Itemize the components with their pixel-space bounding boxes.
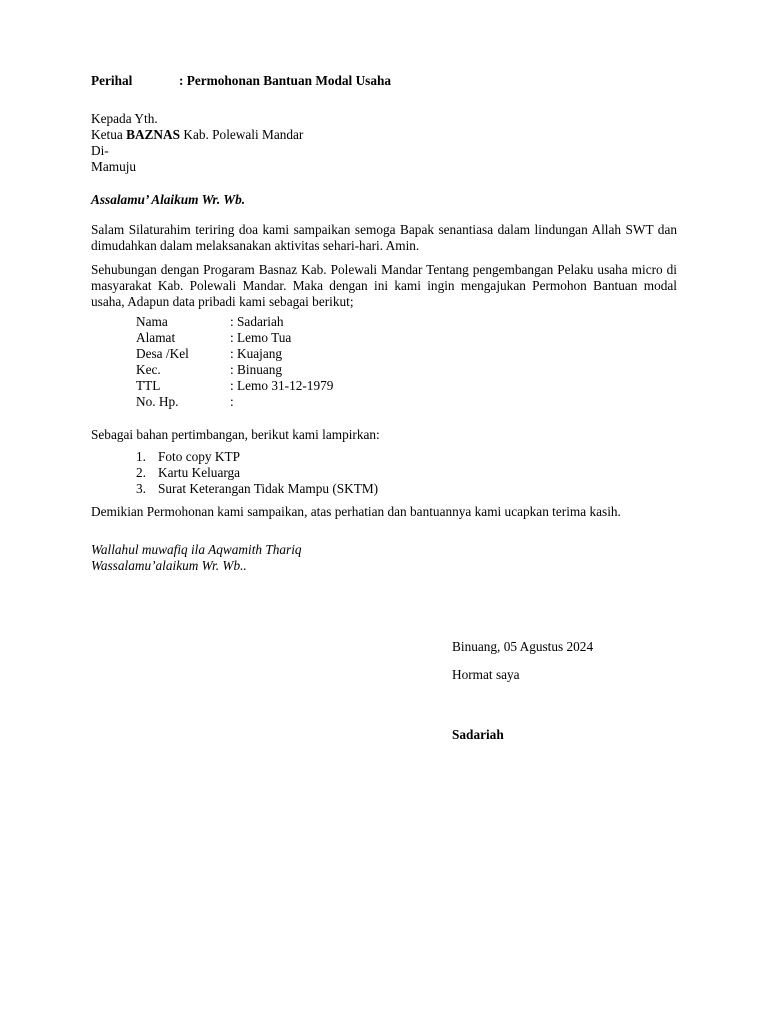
personal-data-value: : Binuang (230, 362, 283, 377)
attachments-intro: Sebagai bahan pertimbangan, berikut kami lampirkan: (91, 427, 380, 442)
regards-text: Hormat saya (452, 667, 520, 682)
personal-data-key: Nama (136, 314, 168, 329)
attachment-item (136, 465, 378, 481)
recipient-line-3: Di- (91, 143, 109, 158)
recipient-region: Kab. Polewali Mandar (180, 127, 304, 142)
personal-data-key: No. Hp. (136, 394, 179, 409)
attachment-number: 3. (136, 481, 146, 496)
personal-data-value: : Kuajang (230, 346, 283, 361)
personal-data-row (136, 394, 333, 410)
personal-data-key: TTL (136, 378, 161, 393)
attachment-number: 2. (136, 465, 146, 480)
closing-line-2: Wassalamu’alaikum Wr. Wb.. (91, 558, 247, 573)
attachment-number: 1. (136, 449, 146, 464)
opening-greeting: Assalamu’ Alaikum Wr. Wb. (91, 192, 246, 207)
subject-label: Perihal (91, 73, 133, 88)
attachment-text: Surat Keterangan Tidak Mampu (SKTM) (158, 481, 379, 496)
attachment-item (136, 449, 378, 465)
recipient-line-2 (91, 127, 303, 143)
recipient-block (91, 111, 303, 175)
attachment-item (136, 481, 378, 497)
personal-data-value: : Lemo 31-12-1979 (230, 378, 334, 393)
attachment-text: Foto copy KTP (158, 449, 241, 464)
personal-data-row (136, 330, 333, 346)
recipient-line-4: Mamuju (91, 159, 137, 174)
place-date: Binuang, 05 Agustus 2024 (452, 639, 594, 654)
subject-value: : Permohonan Bantuan Modal Usaha (179, 73, 392, 88)
intro-paragraph: Salam Silaturahim teriring doa kami sampaikan semoga Bapak senantiasa dalam lindungan Allah SWT dan dimudahkan dalam melaksanakan aktivitas sehari-hari. Amin. (91, 222, 677, 253)
personal-data-row (136, 314, 333, 330)
recipient-organization: BAZNAS (126, 127, 181, 142)
personal-data-key: Alamat (136, 330, 176, 345)
personal-data-value: : Sadariah (230, 314, 284, 329)
personal-data-row (136, 362, 333, 378)
personal-data-table (136, 314, 333, 410)
request-paragraph: Sehubungan dengan Progaram Basnaz Kab. Polewali Mandar Tentang pengembangan Pelaku usaha micro di masyarakat Kab. Polewali Mandar. Maka dengan ini kami ingin mengajukan Permohon Bantuan modal usaha, Adapun data pribadi kami sebagai berikut; (91, 262, 677, 309)
recipient-line-1: Kepada Yth. (91, 111, 158, 126)
closing-line-1: Wallahul muwafiq ila Aqwamith Thariq (91, 542, 302, 557)
recipient-title: Ketua (91, 127, 127, 142)
attachment-text: Kartu Keluarga (158, 465, 241, 480)
subject-line (91, 73, 391, 89)
personal-data-row (136, 378, 333, 394)
closing-block (91, 542, 302, 574)
closing-paragraph: Demikian Permohonan kami sampaikan, atas perhatian dan bantuannya kami ucapkan terima kasih. (91, 504, 621, 519)
personal-data-value: : Lemo Tua (230, 330, 292, 345)
signer-name: Sadariah (452, 727, 504, 742)
personal-data-key: Desa /Kel (136, 346, 189, 361)
personal-data-row (136, 346, 333, 362)
personal-data-key: Kec. (136, 362, 161, 377)
personal-data-value: : (230, 394, 234, 409)
attachments-list (136, 449, 378, 497)
